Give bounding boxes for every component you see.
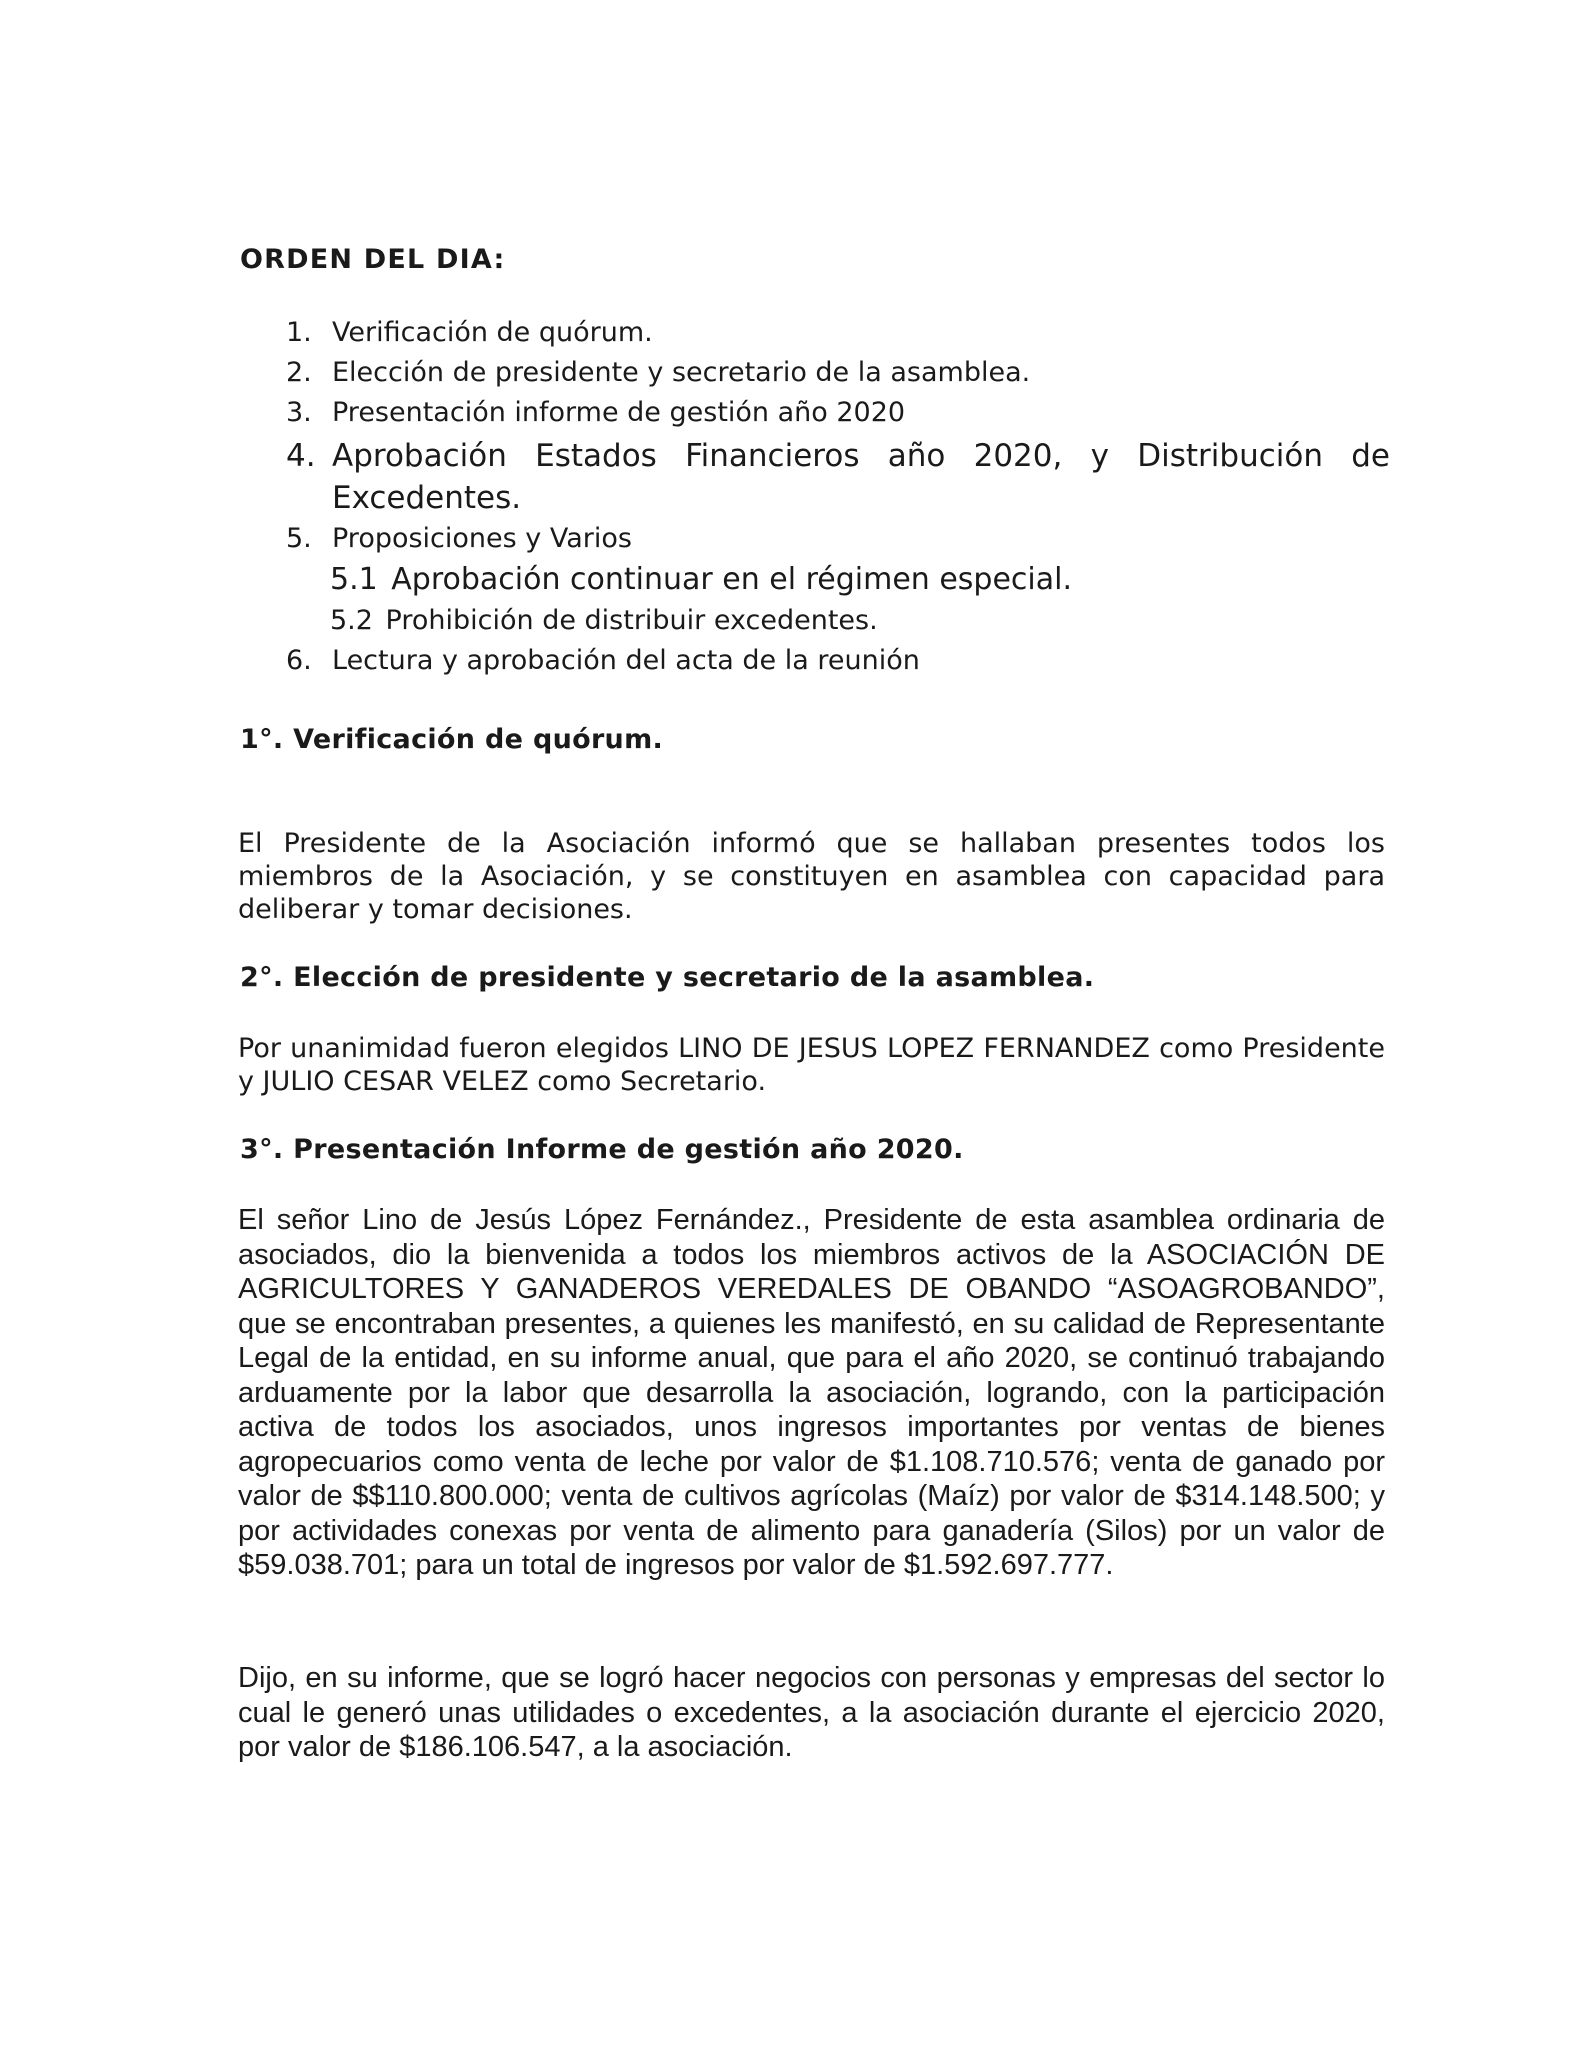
section-paragraph: Por unanimidad fueron elegidos LINO DE JESUS LOPEZ FERNANDEZ como Presidente y JULIO CESAR VELEZ como Secretario.: [238, 1033, 1385, 1097]
agenda-subitem-text: Aprobación continuar en el régimen especial.: [391, 562, 1073, 597]
agenda-list: [280, 313, 1390, 681]
agenda-subitem-number: 5.1: [330, 562, 378, 597]
agenda-item-number: 5.: [286, 523, 312, 554]
agenda-item: [280, 435, 1390, 519]
section-paragraph: El señor Lino de Jesús López Fernández., Presidente de esta asamblea ordinaria de asociados, dio la bienvenida a todos los miembros activos de la ASOCIACIÓN DE AGRICULTORES Y GANADEROS VEREDALES DE OBANDO “ASOAGROBANDO”, que se encontraban presentes, a quienes les manifestó, en su calidad de Representante Legal de la entidad, en su informe anual, que para el año 2020, se continuó trabajando arduamente por la labor que desarrolla la asociación, logrando, con la participación activa de todos los asociados, unos ingresos importantes por ventas de bienes agropecuarios como venta de leche por valor de $1.108.710.576; venta de ganado por valor de $$110.800.000; venta de cultivos agrícolas (Maíz) por valor de $314.148.500; y por actividades conexas por venta de alimento para ganadería (Silos) por un valor de $59.038.701; para un total de ingresos por valor de $1.592.697.777.: [238, 1204, 1385, 1581]
agenda-item: [280, 641, 1390, 681]
agenda-item: [280, 519, 1390, 559]
agenda-item-text: Aprobación Estados Financieros año 2020, y Distribución de Excedentes.: [332, 438, 1390, 516]
agenda-item-number: 2.: [286, 357, 312, 388]
agenda-subitem: [280, 559, 1390, 601]
agenda-item-text: Presentación informe de gestión año 2020: [332, 397, 906, 428]
agenda-item-number: 4.: [286, 438, 316, 474]
section-heading: 2°. Elección de presidente y secretario de la asamblea.: [240, 962, 1095, 993]
agenda-subitem-text: Prohibición de distribuir excedentes.: [385, 605, 878, 636]
agenda-subitem-number: 5.2: [330, 605, 373, 636]
agenda-title: ORDEN DEL DIA:: [240, 244, 506, 275]
agenda-item-text: Verificación de quórum.: [332, 317, 653, 348]
section-paragraph: El Presidente de la Asociación informó que se hallaban presentes todos los miembros de la Asociación, y se constituyen en asamblea con capacidad para deliberar y tomar decisiones.: [238, 828, 1385, 925]
agenda-item-text: Elección de presidente y secretario de la asamblea.: [332, 357, 1031, 388]
agenda-item-text: Lectura y aprobación del acta de la reunión: [332, 645, 920, 676]
section-paragraph: Dijo, en su informe, que se logró hacer negocios con personas y empresas del sector lo cual le generó unas utilidades o excedentes, a la asociación durante el ejercicio 2020, por valor de $186.106.547, a la asociación.: [238, 1662, 1385, 1763]
agenda-subitem: [280, 601, 1390, 641]
agenda-item-number: 1.: [286, 317, 312, 348]
agenda-item-number: 3.: [286, 397, 312, 428]
agenda-item-number: 6.: [286, 645, 312, 676]
agenda-item-text: Proposiciones y Varios: [332, 523, 632, 554]
agenda-item: [280, 393, 1390, 433]
section-heading: 3°. Presentación Informe de gestión año 2020.: [240, 1134, 964, 1165]
section-heading: 1°. Verificación de quórum.: [240, 724, 664, 755]
agenda-item: [280, 353, 1390, 393]
agenda-item: [280, 313, 1390, 353]
